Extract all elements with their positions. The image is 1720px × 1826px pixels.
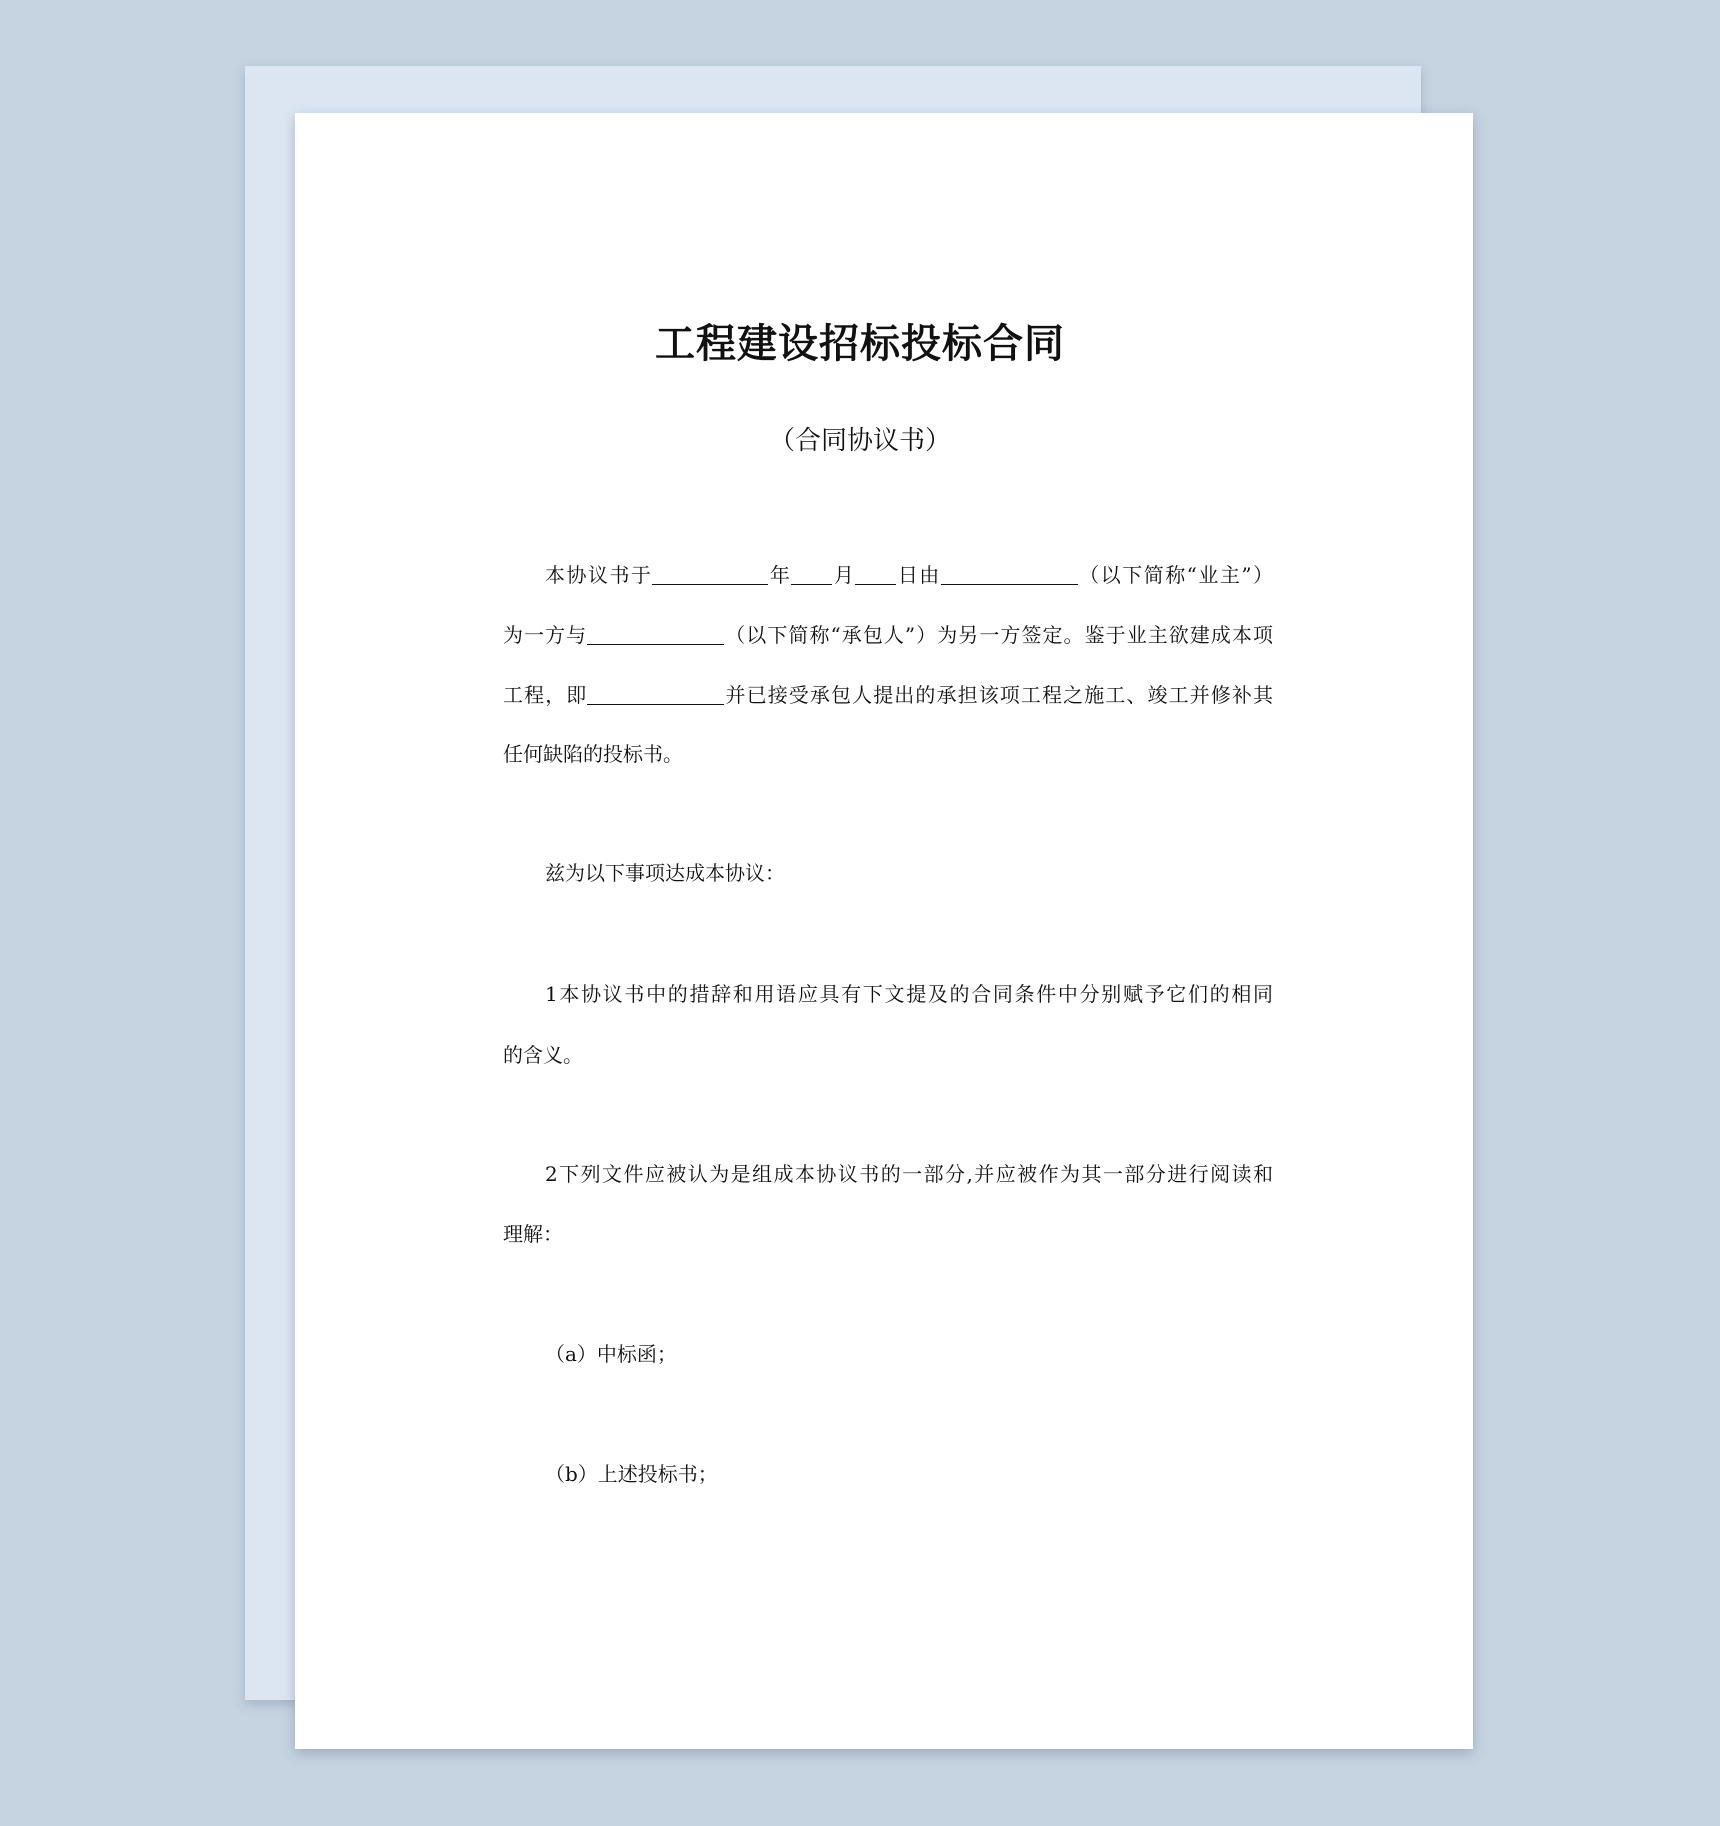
text: 工程，即: [503, 683, 588, 707]
blank-field: [941, 564, 1078, 585]
text: 本协议书于: [545, 563, 653, 587]
text: 为一方与: [503, 623, 588, 647]
blank-field: [855, 564, 896, 585]
blank-field: [587, 684, 724, 705]
item-b: （b）上述投标书；: [545, 1462, 718, 1486]
text: （以下简称“业主”）: [1077, 563, 1274, 587]
item-1-line-1: 1本协议书中的措辞和用语应具有下文提及的合同条件中分别赋予它们的相同: [545, 982, 1273, 1006]
item-a: （a）中标函；: [545, 1342, 677, 1366]
paragraph-2: 兹为以下事项达成本协议：: [545, 861, 785, 885]
document-title: 工程建设招标投标合同: [655, 321, 1065, 367]
item-2-line-1: 2下列文件应被认为是组成本协议书的一部分,并应被作为其一部分进行阅读和: [545, 1162, 1273, 1186]
text: 并已接受承包人提出的承担该项工程之施工、竣工并修补其: [724, 683, 1274, 707]
document-subtitle: （合同协议书）: [768, 426, 951, 456]
text: 年: [768, 563, 792, 587]
blank-field: [791, 564, 832, 585]
blank-field: [652, 564, 768, 585]
item-2-line-2: 理解：: [503, 1222, 563, 1246]
paragraph-1-line-4: 任何缺陷的投标书。: [503, 742, 683, 766]
text: 月: [832, 563, 856, 587]
blank-field: [587, 624, 724, 645]
paragraph-1-line-1: [503, 562, 1273, 588]
paragraph-1-line-3: [503, 682, 1273, 708]
text: （以下简称“承包人”）为另一方签定。鉴于业主欲建成本项: [724, 623, 1273, 647]
paragraph-1-line-2: [503, 622, 1273, 648]
item-1-line-2: 的含义。: [503, 1043, 583, 1067]
text: 日由: [896, 563, 941, 587]
